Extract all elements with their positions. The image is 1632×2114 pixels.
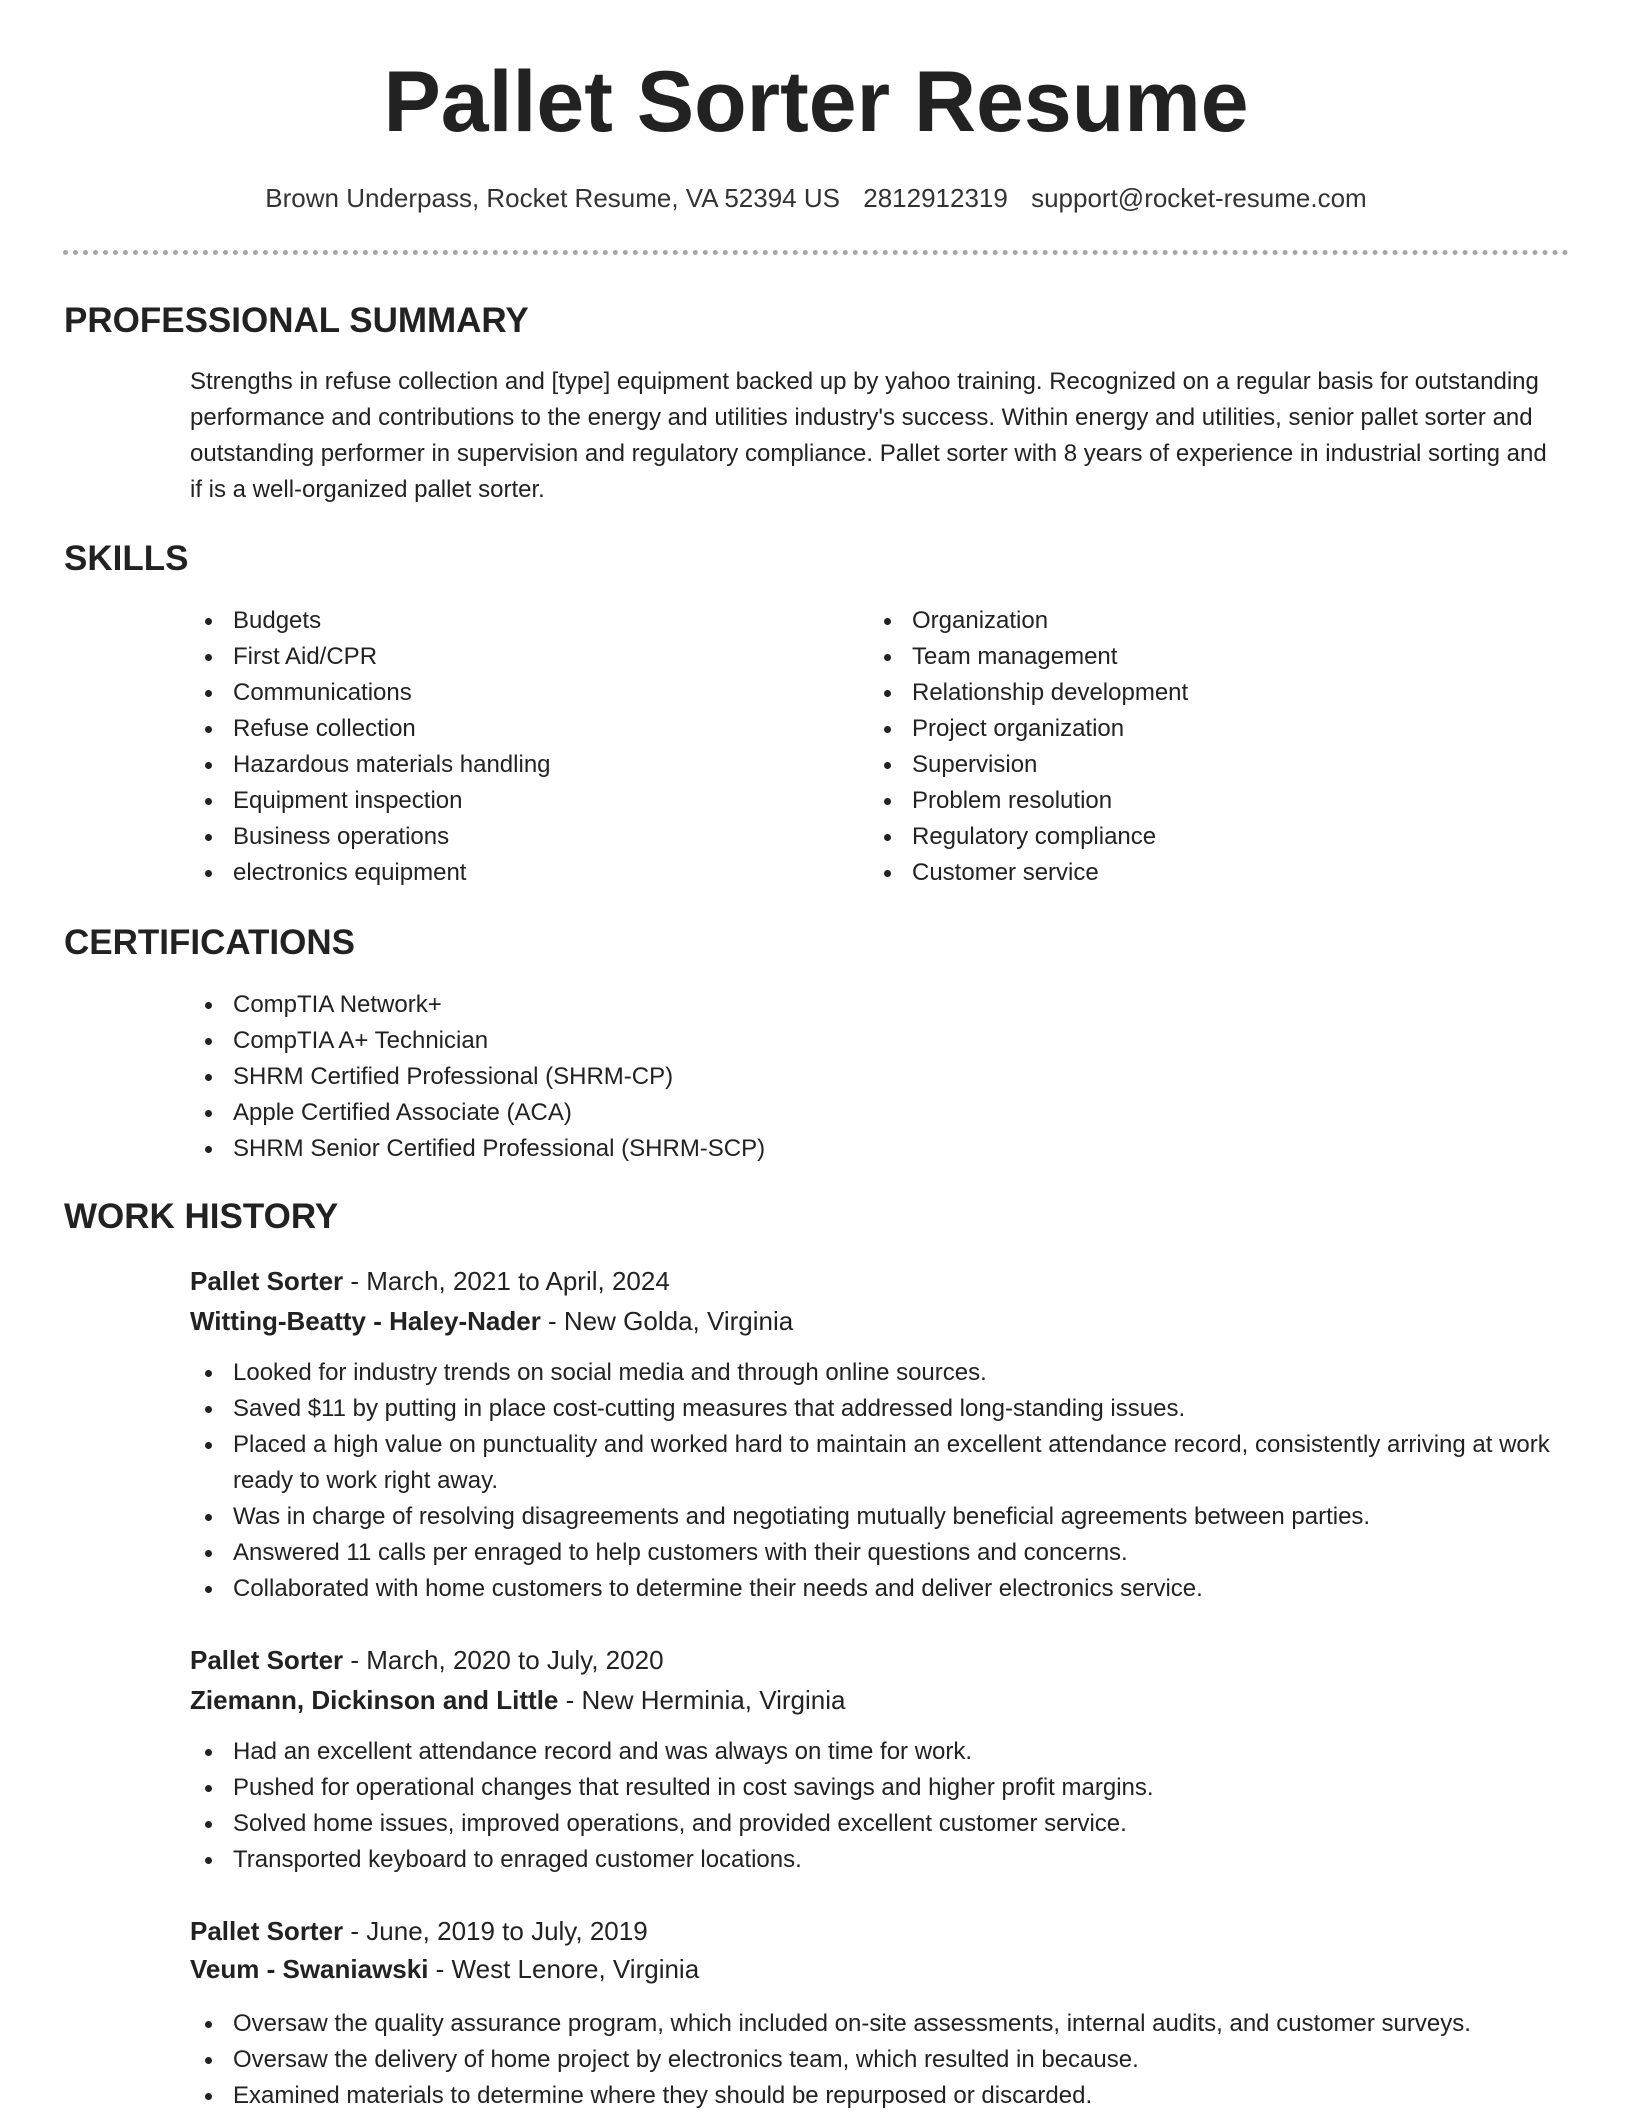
contact-email: support@rocket-resume.com <box>1031 183 1367 213</box>
job-duty-item: Transported keyboard to enraged customer locations. <box>190 1842 1550 1878</box>
skill-item: Project organization <box>869 711 1549 747</box>
contact-address: Brown Underpass, Rocket Resume, VA 52394 US <box>265 183 840 213</box>
job-company-line <box>190 1302 793 1340</box>
job-duty-item: Looked for industry trends on social media and through online sources. <box>190 1355 1550 1391</box>
certifications-heading: CERTIFICATIONS <box>64 923 356 962</box>
job-duty-item: Was in charge of resolving disagreements and negotiating mutually beneficial agreements between parties. <box>190 1499 1550 1535</box>
job-duty-item: Oversaw the delivery of home project by electronics team, which resulted in because. <box>190 2042 1550 2078</box>
certification-item: CompTIA Network+ <box>190 987 1550 1023</box>
job-duty-item: Pushed for operational changes that resulted in cost savings and higher profit margins. <box>190 1770 1550 1806</box>
job-title-line <box>190 1912 648 1950</box>
skill-item: Communications <box>190 675 830 711</box>
job-dates: - March, 2020 to July, 2020 <box>343 1645 664 1675</box>
skill-item: Customer service <box>869 855 1549 891</box>
certification-item: SHRM Senior Certified Professional (SHRM-SCP) <box>190 1131 1550 1167</box>
skill-item: Problem resolution <box>869 783 1549 819</box>
resume-title: Pallet Sorter Resume <box>383 54 1249 150</box>
job-location: - West Lenore, Virginia <box>428 1954 700 1984</box>
job-title-line <box>190 1262 670 1300</box>
job-title-line <box>190 1641 664 1679</box>
job-duty-item: Answered 11 calls per enraged to help customers with their questions and concerns. <box>190 1535 1550 1571</box>
job-duty-item: Solved home issues, improved operations, and provided excellent customer service. <box>190 1806 1550 1842</box>
skill-item: Organization <box>869 603 1549 639</box>
job-duties-list <box>190 1734 1550 1878</box>
skills-heading: SKILLS <box>64 539 189 578</box>
certification-item: SHRM Certified Professional (SHRM-CP) <box>190 1059 1550 1095</box>
job-title: Pallet Sorter <box>190 1916 344 1946</box>
summary-heading: PROFESSIONAL SUMMARY <box>64 301 529 340</box>
work-history-heading: WORK HISTORY <box>64 1197 339 1236</box>
certification-item: CompTIA A+ Technician <box>190 1023 1550 1059</box>
job-dates: - March, 2021 to April, 2024 <box>343 1266 670 1296</box>
skill-item: Equipment inspection <box>190 783 830 819</box>
contact-phone: 2812912319 <box>863 183 1008 213</box>
skill-item: Team management <box>869 639 1549 675</box>
skill-item: Supervision <box>869 747 1549 783</box>
job-location: - New Herminia, Virginia <box>558 1685 846 1715</box>
job-duties-list <box>190 1355 1550 1607</box>
job-duty-item: Examined materials to determine where they should be repurposed or discarded. <box>190 2078 1550 2114</box>
skill-item: Refuse collection <box>190 711 830 747</box>
job-company-line <box>190 1950 699 1988</box>
header-divider <box>63 250 1569 255</box>
job-title: Pallet Sorter <box>190 1645 344 1675</box>
skill-item: Budgets <box>190 603 830 639</box>
job-company: Veum - Swaniawski <box>190 1954 429 1984</box>
skill-item: First Aid/CPR <box>190 639 830 675</box>
skill-item: electronics equipment <box>190 855 830 891</box>
job-duty-item: Placed a high value on punctuality and worked hard to maintain an excellent attendance record, consistently arriving at work ready to work right away. <box>190 1427 1550 1499</box>
skill-item: Business operations <box>190 819 830 855</box>
job-duties-list <box>190 2006 1550 2114</box>
certification-item: Apple Certified Associate (ACA) <box>190 1095 1550 1131</box>
certifications-list <box>190 987 1550 1167</box>
job-duty-item: Saved $11 by putting in place cost-cutting measures that addressed long-standing issues. <box>190 1391 1550 1427</box>
skills-list-left <box>190 603 830 891</box>
job-location: - New Golda, Virginia <box>540 1306 794 1336</box>
job-company: Ziemann, Dickinson and Little <box>190 1685 559 1715</box>
skills-list-right <box>869 603 1549 891</box>
job-dates: - June, 2019 to July, 2019 <box>343 1916 648 1946</box>
job-title: Pallet Sorter <box>190 1266 344 1296</box>
skill-item: Relationship development <box>869 675 1549 711</box>
job-company: Witting-Beatty - Haley-Nader <box>190 1306 541 1336</box>
job-duty-item: Collaborated with home customers to determine their needs and deliver electronics service. <box>190 1571 1550 1607</box>
skill-item: Regulatory compliance <box>869 819 1549 855</box>
job-company-line <box>190 1681 845 1719</box>
contact-line <box>0 180 1632 216</box>
job-duty-item: Had an excellent attendance record and was always on time for work. <box>190 1734 1550 1770</box>
summary-text: Strengths in refuse collection and [type] equipment backed up by yahoo training. Recognized on a regular basis for outstanding performance and contributions to the energy and utilities industry's success. Within energy and utilities, senior pallet sorter and outstanding performer in supervision and regulatory compliance. Pallet sorter with 8 years of experience in industrial sorting and if is a well-organized pallet sorter. <box>190 368 1547 503</box>
job-duty-item: Oversaw the quality assurance program, which included on-site assessments, internal audits, and customer surveys. <box>190 2006 1550 2042</box>
skill-item: Hazardous materials handling <box>190 747 830 783</box>
